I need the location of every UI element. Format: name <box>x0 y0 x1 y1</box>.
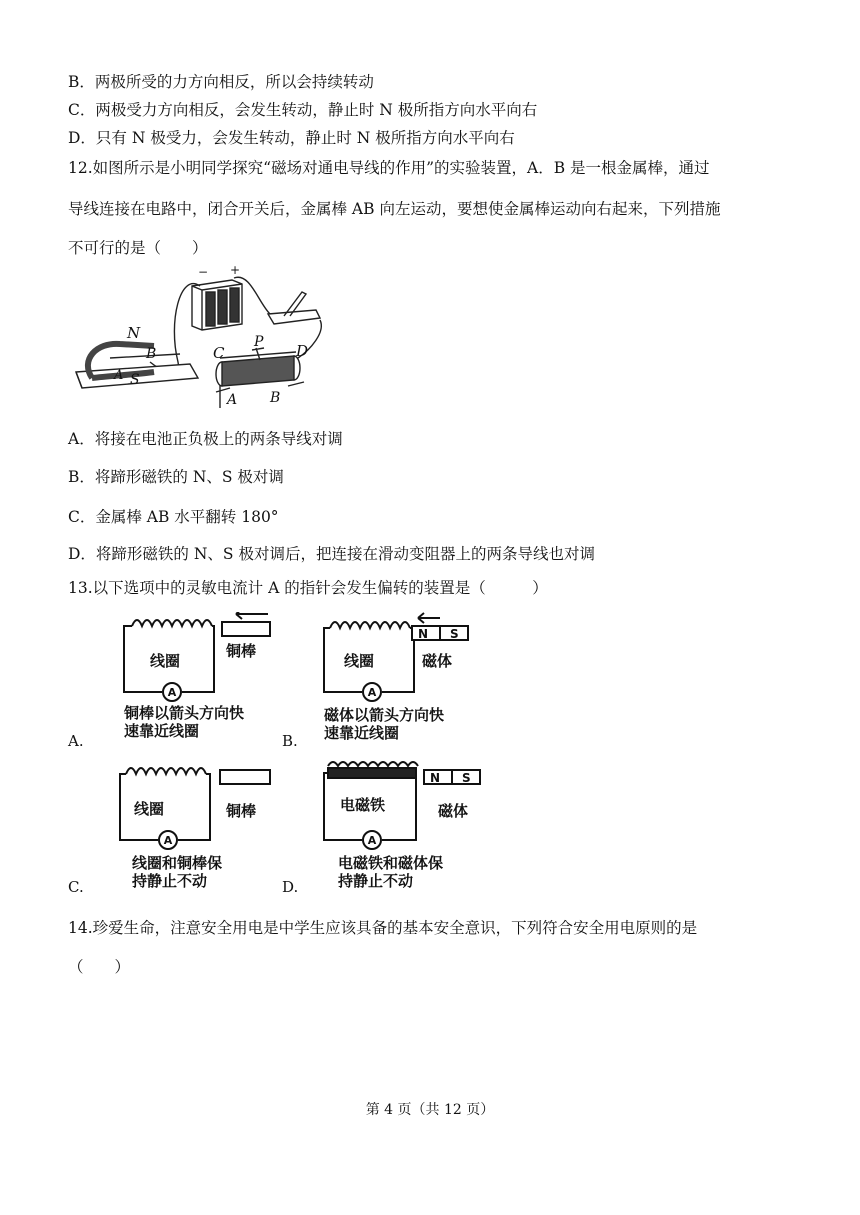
q11-option-b: B．两极所受的力方向相反，所以会持续转动 <box>68 73 374 91</box>
label-b-rod: B <box>146 346 157 362</box>
caption-b-line1: 磁体以箭头方向快 <box>324 706 445 724</box>
q13-figure-b-drawing <box>318 612 498 742</box>
q11-option-d: D．只有 N 极受力，会发生转动，静止时 N 极所指方向水平向右 <box>68 129 515 147</box>
q12-option-c: C．金属棒 AB 水平翻转 180° <box>68 508 279 526</box>
q13-figure-b <box>318 612 498 742</box>
rod-label-b: 磁体 <box>422 652 453 670</box>
magnet-b-s: S <box>450 627 459 641</box>
q12-apparatus-figure <box>70 262 330 414</box>
q12-option-d: D．将蹄形磁铁的 N、S 极对调后，把连接在滑动变阻器上的两条导线也对调 <box>68 545 595 563</box>
magnet-b-n: N <box>418 627 429 641</box>
label-d: D <box>296 342 309 360</box>
q13-figure-c-drawing <box>114 756 284 892</box>
label-n: N <box>127 324 141 342</box>
rod-label-d: 磁体 <box>438 802 469 820</box>
q13-figure-a-label: A. <box>68 732 84 750</box>
label-s: S <box>130 372 140 388</box>
q12-apparatus-drawing <box>70 262 330 414</box>
q11-option-c: C．两极受力方向相反，会发生转动，静止时 N 极所指方向水平向右 <box>68 101 538 119</box>
q13-figure-d-drawing <box>318 756 498 892</box>
q12-stem-line2: 导线连接在电路中，闭合开关后，金属棒 AB 向左运动，要想使金属棒运动向右起来，下列措施 <box>68 200 721 218</box>
coil-label-d: 电磁铁 <box>340 796 386 814</box>
caption-a-line2: 速靠近线圈 <box>124 722 200 740</box>
caption-b-line2: 速靠近线圈 <box>324 724 400 742</box>
q12-option-a: A．将接在电池正负极上的两条导线对调 <box>68 430 343 448</box>
q13-figure-d <box>318 756 498 892</box>
meter-c-label: A <box>163 834 173 847</box>
q13-stem: 13.以下选项中的灵敏电流计 A 的指针会发生偏转的装置是（ ） <box>68 579 548 597</box>
q12-stem-line3: 不可行的是（ ） <box>68 239 208 257</box>
caption-c-line1: 线圈和铜棒保 <box>132 854 223 872</box>
q12-stem-line1: 12.如图所示是小明同学探究“磁场对通电导线的作用”的实验装置，A．B 是一根金属棒，通过 <box>68 159 710 177</box>
label-b-rheostat: B <box>270 390 281 406</box>
q13-figure-d-label: D. <box>282 878 299 896</box>
label-plus: + <box>230 263 241 277</box>
magnet-d-s: S <box>462 771 471 785</box>
label-a-rod: A <box>114 368 124 383</box>
meter-a-label: A <box>167 686 177 699</box>
caption-d-line1: 电磁铁和磁体保 <box>338 854 444 872</box>
coil-label-b: 线圈 <box>344 652 375 670</box>
q14-stem-line1: 14.珍爱生命，注意安全用电是中学生应该具备的基本安全意识，下列符合安全用电原则的是 <box>68 919 698 937</box>
magnet-d-n: N <box>430 771 441 785</box>
meter-b-label: A <box>367 686 377 699</box>
label-p: P <box>254 334 264 350</box>
q13-figure-a-drawing <box>118 612 288 742</box>
coil-label-a: 线圈 <box>150 652 181 670</box>
coil-label-c: 线圈 <box>134 800 165 818</box>
q13-figure-c-label: C. <box>68 878 84 896</box>
label-a-rheostat: A <box>227 392 238 408</box>
q13-figure-a <box>118 612 288 742</box>
q14-stem-line2: （ ） <box>68 958 131 976</box>
rod-label-a: 铜棒 <box>226 642 257 660</box>
page-footer: 第 4 页（共 12 页） <box>365 1102 495 1118</box>
q13-figure-c <box>114 756 284 892</box>
q13-figure-b-label: B. <box>282 732 298 750</box>
caption-c-line2: 持静止不动 <box>132 872 208 890</box>
q12-option-b: B．将蹄形磁铁的 N、S 极对调 <box>68 468 284 486</box>
caption-d-line2: 持静止不动 <box>338 872 414 890</box>
rod-label-c: 铜棒 <box>226 802 257 820</box>
meter-d-label: A <box>367 834 377 847</box>
label-c: C <box>213 344 225 362</box>
label-minus: − <box>198 265 209 279</box>
caption-a-line1: 铜棒以箭头方向快 <box>124 704 245 722</box>
